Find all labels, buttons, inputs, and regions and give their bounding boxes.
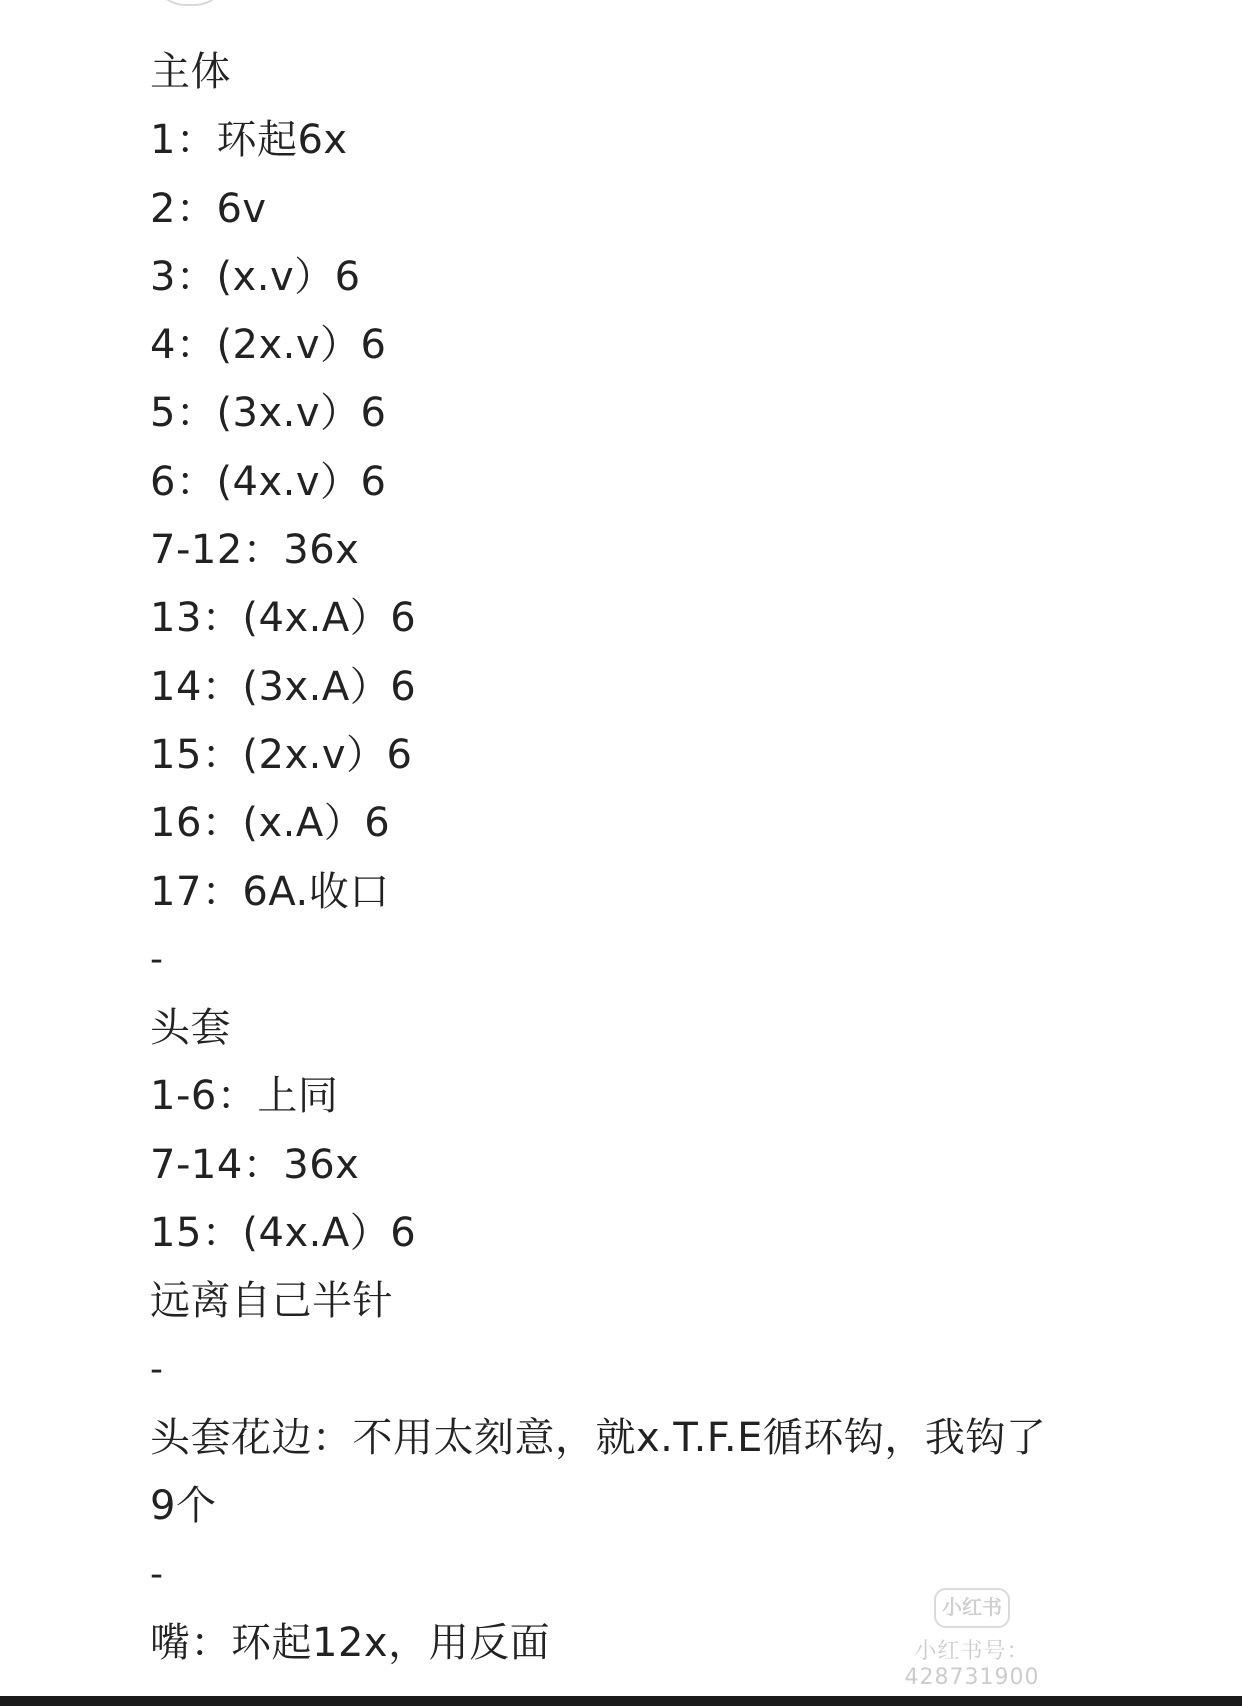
- pattern-row: 5：(3x.v）6: [150, 390, 387, 437]
- section-separator: -: [150, 1348, 164, 1390]
- pattern-row: 7-12：36x: [150, 527, 360, 574]
- pattern-row: 13：(4x.A）6: [150, 595, 417, 642]
- watermark-id: 小红书号：428731900: [904, 1639, 1040, 1690]
- pattern-row: 6：(4x.v）6: [150, 458, 387, 505]
- section-title-main-body: 主体: [150, 49, 231, 95]
- section-title-hood: 头套: [150, 1005, 231, 1052]
- pattern-row: 17：6A.收口: [150, 868, 390, 915]
- pattern-row: 7-14：36x: [150, 1141, 360, 1188]
- avatar-edge: [150, 0, 230, 6]
- hood-edging-instruction: 头套花边：不用太刻意，就x.T.F.E循环钩，我钩了9个: [150, 1414, 1047, 1530]
- pattern-row: 2：6v: [150, 185, 267, 232]
- pattern-row: 14：(3x.A）6: [150, 663, 417, 710]
- pattern-row: 1-6：上同: [150, 1073, 339, 1120]
- section-separator: -: [150, 1553, 164, 1595]
- note-text-body: [150, 38, 1070, 1677]
- pattern-row: 15：(2x.v）6: [150, 731, 413, 778]
- pattern-row: 15：(4x.A）6: [150, 1210, 417, 1257]
- pattern-row: 1：环起6x: [150, 117, 348, 164]
- watermark-logo: 小红书: [934, 1588, 1010, 1628]
- pattern-note: 远离自己半针: [150, 1278, 393, 1325]
- pattern-row: 4：(2x.v）6: [150, 322, 387, 369]
- pattern-row: 3：(x.v）6: [150, 253, 361, 300]
- watermark: [852, 1588, 1092, 1688]
- mouth-instruction: 嘴：环起12x，用反面: [150, 1619, 551, 1666]
- section-separator: -: [150, 938, 164, 980]
- bottom-edge-bar: [0, 1696, 1242, 1706]
- pattern-row: 16：(x.A）6: [150, 800, 391, 847]
